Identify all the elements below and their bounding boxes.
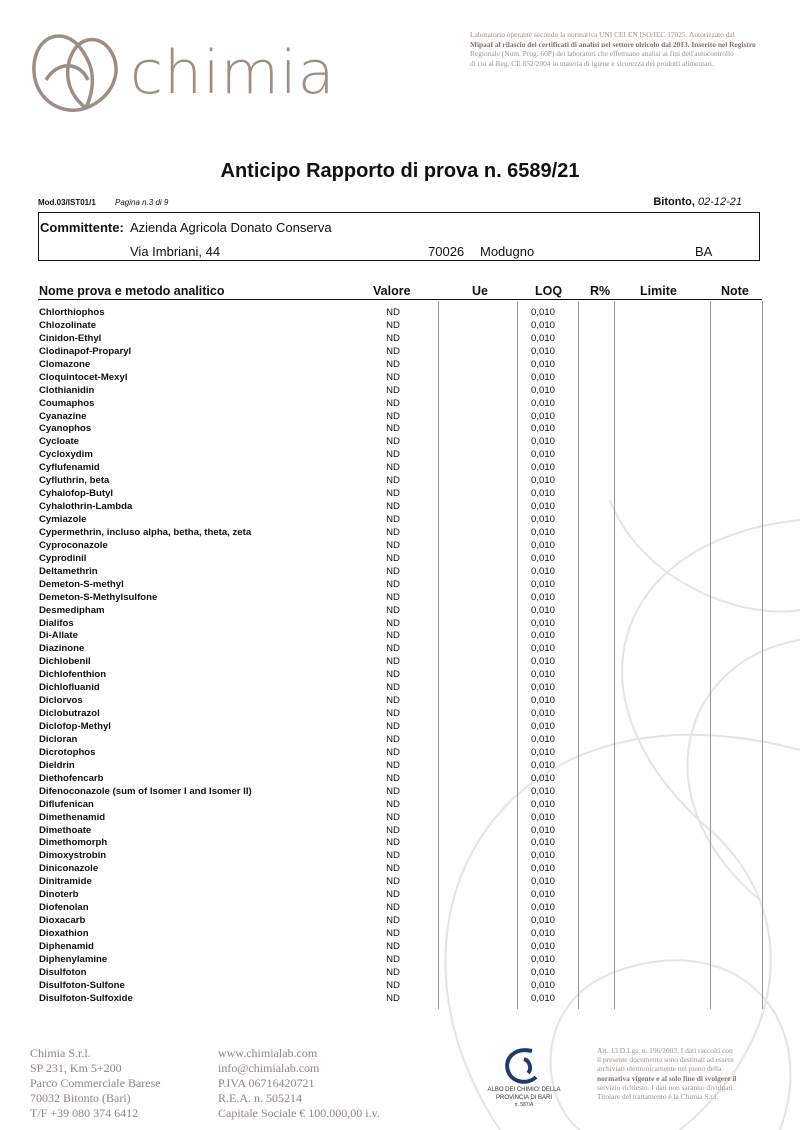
table-row [38,553,762,566]
analyte-loq: 0,010 [530,449,555,461]
analyte-loq: 0,010 [530,436,555,448]
table-row [38,695,762,708]
analyte-value: ND [386,345,400,357]
analyte-value: ND [386,992,400,1004]
analyte-value: ND [386,630,400,642]
analyte-loq: 0,010 [530,824,555,836]
col-header-name: Nome prova e metodo analitico [39,284,225,298]
analyte-name: Diclorvos [39,695,83,707]
analyte-name: Coumaphos [39,397,95,409]
analyte-loq: 0,010 [530,539,555,551]
analyte-loq: 0,010 [530,772,555,784]
analyte-loq: 0,010 [530,889,555,901]
analyte-name: Diphenylamine [39,953,108,965]
analyte-loq: 0,010 [530,514,555,525]
brand-name: chimia [130,38,336,108]
analyte-value: ND [386,953,400,965]
client-name: Azienda Agricola Donato Conserva [130,220,332,235]
albo-caption: ALBO DEI CHIMICI DELLA PROVINCIA DI BARI n. 587/A [487,1087,561,1108]
table-row [38,514,762,527]
analyte-value: ND [386,940,400,952]
analyte-loq: 0,010 [530,759,555,771]
col-header-note: Note [721,284,749,298]
analyte-value: ND [386,436,400,448]
table-row [38,475,762,488]
client-town: Modugno [480,244,535,259]
privacy-note: Art. 13 D.Lgs. n. 196/2003. I dati raccolti con il presente documento sono destinati ad essere archiviati elettronicamente nel pieno della normativa vigente e al solo fine di svolgere il servizio richiesto. I dati non saranno divulgati. Titolare del trattamento è la Chimia S.r.l. [597,1046,737,1102]
analyte-loq: 0,010 [530,682,555,694]
analyte-loq: 0,010 [530,837,555,849]
analyte-loq: 0,010 [530,423,555,435]
analyte-name: Cyprodinil [39,552,87,564]
analyte-loq: 0,010 [530,307,555,318]
footer-contacts: www.chimialab.com info@chimialab.com P.IVA 06716420721 R.E.A. n. 505214 Capitale Sociale € 100.000,00 i.v. [218,1046,380,1120]
analyte-value: ND [386,669,400,681]
table-row [38,462,762,475]
analyte-loq: 0,010 [530,552,555,564]
analyte-loq: 0,010 [530,721,555,732]
analyte-loq: 0,010 [530,630,555,642]
table-row [38,449,762,462]
analyte-value: ND [386,656,400,668]
client-province: BA [695,244,713,259]
footer-company: Chimia S.r.l. SP 231, Km 5+200 Parco Commerciale Barese 70032 Bitonto (Bari) T/F +39 080 374 6412 [30,1046,161,1120]
analyte-loq: 0,010 [530,811,555,823]
table-row [38,760,762,773]
analyte-name: Desmedipham [39,604,105,616]
analyte-name: Cinidon-Ethyl [39,332,102,344]
analyte-name: Dicloran [39,733,78,745]
analyte-name: Deltamethrin [39,565,98,577]
table-row [38,398,762,411]
analyte-value: ND [386,617,400,629]
analyte-loq: 0,010 [530,384,555,396]
table-row [38,850,762,863]
analyte-loq: 0,010 [530,488,555,500]
analyte-loq: 0,010 [530,733,555,745]
table-row [38,837,762,850]
analyte-value: ND [386,798,400,810]
analyte-value: ND [386,410,400,422]
table-row [38,333,762,346]
analyte-loq: 0,010 [530,501,555,513]
analyte-value: ND [386,319,400,331]
analyte-name: Disulfoton [39,966,87,978]
analyte-name: Dimethoate [39,824,92,836]
analyte-value: ND [386,462,400,474]
analyte-value: ND [386,449,400,461]
analyte-name: Dicrotophos [39,746,96,758]
analyte-value: ND [386,591,400,603]
analyte-name: Clomazone [39,358,91,370]
col-header-limite: Limite [640,284,677,298]
analyte-name: Cypermethrin, incluso alpha, betha, theta, zeta [39,526,252,538]
analyte-loq: 0,010 [530,578,555,590]
analyte-name: Demeton-S-methyl [39,578,124,590]
page-number: Pagina n.3 di 9 [115,198,169,207]
analyte-loq: 0,010 [530,863,555,875]
analyte-name: Cyanazine [39,410,87,422]
table-row [38,372,762,385]
analyte-name: Disulfoton-Sulfone [39,979,125,991]
report-date: 02-12-21 [697,196,742,208]
analyte-value: ND [386,966,400,978]
analyte-name: Cyfluthrin, beta [39,475,110,487]
results-table-body [38,307,762,1006]
table-row [38,618,762,631]
analyte-loq: 0,010 [530,345,555,357]
analyte-value: ND [386,526,400,538]
analyte-name: Dimethomorph [39,837,108,849]
analyte-loq: 0,010 [530,565,555,577]
column-divider [762,301,763,1009]
table-row [38,863,762,876]
table-row [38,980,762,993]
col-header-ue: Ue [472,284,488,298]
table-row [38,915,762,928]
analyte-value: ND [386,902,400,914]
table-row [38,954,762,967]
analyte-value: ND [386,746,400,758]
analyte-loq: 0,010 [530,643,555,655]
analyte-name: Cycloate [39,436,79,448]
analyte-loq: 0,010 [530,669,555,681]
analyte-loq: 0,010 [530,979,555,991]
table-row [38,592,762,605]
analyte-value: ND [386,876,400,888]
table-row [38,786,762,799]
analyte-loq: 0,010 [530,656,555,668]
analyte-loq: 0,010 [530,475,555,487]
analyte-value: ND [386,501,400,513]
analyte-value: ND [386,759,400,771]
table-row [38,385,762,398]
analyte-loq: 0,010 [530,591,555,603]
analyte-value: ND [386,785,400,797]
analyte-value: ND [386,824,400,836]
analyte-name: Cyhalofop-Butyl [39,488,114,500]
analyte-loq: 0,010 [530,332,555,344]
analyte-loq: 0,010 [530,915,555,927]
analyte-value: ND [386,514,400,525]
table-row [38,902,762,915]
analyte-loq: 0,010 [530,410,555,422]
table-row [38,669,762,682]
analyte-value: ND [386,565,400,577]
header-rule [38,299,762,300]
analyte-name: Chlozolinate [39,319,97,331]
table-row [38,501,762,514]
col-header-r: R% [590,284,611,298]
analyte-name: Cyflufenamid [39,462,100,474]
albo-chimici-logo-icon [484,1045,564,1087]
analyte-value: ND [386,682,400,694]
analyte-name: Diphenamid [39,940,94,952]
analyte-name: Dichlofenthion [39,669,107,681]
table-row [38,527,762,540]
analyte-name: Dioxathion [39,928,89,939]
table-row [38,941,762,954]
analyte-name: Chlorthiophos [39,307,105,318]
analyte-name: Cycloxydim [39,449,93,461]
analyte-value: ND [386,837,400,849]
analyte-loq: 0,010 [530,966,555,978]
analyte-name: Cloquintocet-Mexyl [39,371,128,383]
analyte-value: ND [386,811,400,823]
analyte-loq: 0,010 [530,953,555,965]
analyte-name: Demeton-S-Methylsulfone [39,591,158,603]
table-row [38,876,762,889]
analyte-loq: 0,010 [530,371,555,383]
analyte-name: Cyanophos [39,423,92,435]
analyte-value: ND [386,695,400,707]
analyte-loq: 0,010 [530,462,555,474]
analyte-name: Di-Allate [39,630,78,642]
chimia-logo-icon [28,20,128,120]
table-row [38,423,762,436]
analyte-loq: 0,010 [530,397,555,409]
analyte-value: ND [386,475,400,487]
website-link[interactable]: www.chimialab.com [218,1046,318,1060]
analyte-loq: 0,010 [530,746,555,758]
analyte-name: Cymiazole [39,514,87,525]
analyte-loq: 0,010 [530,708,555,720]
analyte-value: ND [386,397,400,409]
analyte-value: ND [386,733,400,745]
col-header-loq: LOQ [535,284,563,298]
analyte-name: Dioxacarb [39,915,86,927]
analyte-value: ND [386,488,400,500]
analyte-value: ND [386,384,400,396]
module-code: Mod.03/IST01/1 [38,198,96,207]
analyte-value: ND [386,928,400,939]
analyte-name: Dichlofluanid [39,682,100,694]
analyte-loq: 0,010 [530,992,555,1004]
analyte-value: ND [386,643,400,655]
analyte-loq: 0,010 [530,604,555,616]
table-row [38,889,762,902]
lab-accreditation-note: Laboratorio operante secondo la normativa UNI CEI EN ISO/IEC 17025. Autorizzato dal Mipaaf al rilascio dei certificati di analisi nel settore oleicolo dal 2013. Inserito nel Registro Regionale (Num. Prog. 60P) dei laboratori che effettuano analisi ai fini dell'autocontrollo di cui al Reg. CE 852/2004 in materia di igiene e sicurezza dei prodotti alimentari. [470,30,756,68]
analyte-name: Diniconazole [39,863,99,875]
report-city: Bitonto, [653,196,695,208]
table-row [38,773,762,786]
analyte-value: ND [386,979,400,991]
table-row [38,436,762,449]
analyte-name: Cyproconazole [39,539,108,551]
analyte-name: Dinoterb [39,889,79,901]
table-row [38,747,762,760]
table-row [38,825,762,838]
table-row [38,605,762,618]
table-row [38,488,762,501]
email-link[interactable]: info@chimialab.com [218,1061,320,1075]
analyte-name: Cyhalothrin-Lambda [39,501,133,513]
analyte-name: Dieldrin [39,759,75,771]
analyte-value: ND [386,863,400,875]
analyte-loq: 0,010 [530,850,555,862]
table-row [38,993,762,1006]
table-row [38,307,762,320]
analyte-name: Dimoxystrobin [39,850,107,862]
analyte-value: ND [386,371,400,383]
analyte-value: ND [386,332,400,344]
table-row [38,566,762,579]
analyte-value: ND [386,850,400,862]
table-row [38,411,762,424]
place-date [653,196,742,208]
analyte-name: Dichlobenil [39,656,91,668]
table-row [38,967,762,980]
analyte-name: Diofenolan [39,902,89,914]
table-row [38,721,762,734]
analyte-loq: 0,010 [530,798,555,810]
table-row [38,540,762,553]
analyte-loq: 0,010 [530,902,555,914]
analyte-loq: 0,010 [530,785,555,797]
table-row [38,359,762,372]
analyte-name: Clodinapof-Proparyl [39,345,132,357]
analyte-name: Dinitramide [39,876,92,888]
analyte-loq: 0,010 [530,876,555,888]
analyte-value: ND [386,721,400,732]
col-header-valore: Valore [373,284,411,298]
analyte-value: ND [386,307,400,318]
analyte-name: Diclobutrazol [39,708,100,720]
analyte-loq: 0,010 [530,928,555,939]
table-row [38,579,762,592]
table-row [38,682,762,695]
table-row [38,656,762,669]
table-row [38,708,762,721]
analyte-name: Dimethenamid [39,811,106,823]
client-label: Committente: [40,220,124,235]
analyte-name: Diclofop-Methyl [39,721,111,732]
table-row [38,799,762,812]
analyte-value: ND [386,578,400,590]
table-row [38,643,762,656]
analyte-loq: 0,010 [530,695,555,707]
analyte-value: ND [386,708,400,720]
analyte-name: Dialifos [39,617,74,629]
analyte-name: Diazinone [39,643,85,655]
table-row [38,346,762,359]
analyte-value: ND [386,552,400,564]
table-row [38,928,762,941]
analyte-value: ND [386,358,400,370]
analyte-name: Disulfoton-Sulfoxide [39,992,133,1004]
analyte-value: ND [386,915,400,927]
analyte-name: Difenoconazole (sum of Isomer I and Isomer II) [39,785,252,797]
analyte-loq: 0,010 [530,319,555,331]
table-row [38,812,762,825]
analyte-loq: 0,010 [530,617,555,629]
report-title: Anticipo Rapporto di prova n. 6589/21 [220,160,580,182]
analyte-value: ND [386,889,400,901]
analyte-loq: 0,010 [530,358,555,370]
analyte-loq: 0,010 [530,940,555,952]
client-zip: 70026 [428,244,465,259]
analyte-value: ND [386,604,400,616]
table-row [38,630,762,643]
analyte-value: ND [386,772,400,784]
analyte-value: ND [386,423,400,435]
analyte-name: Diflufenican [39,798,94,810]
analyte-name: Diethofencarb [39,772,104,784]
analyte-loq: 0,010 [530,526,555,538]
client-street: Via Imbriani, 44 [130,244,221,259]
analyte-value: ND [386,539,400,551]
table-row [38,320,762,333]
analyte-name: Clothianidin [39,384,95,396]
table-row [38,734,762,747]
